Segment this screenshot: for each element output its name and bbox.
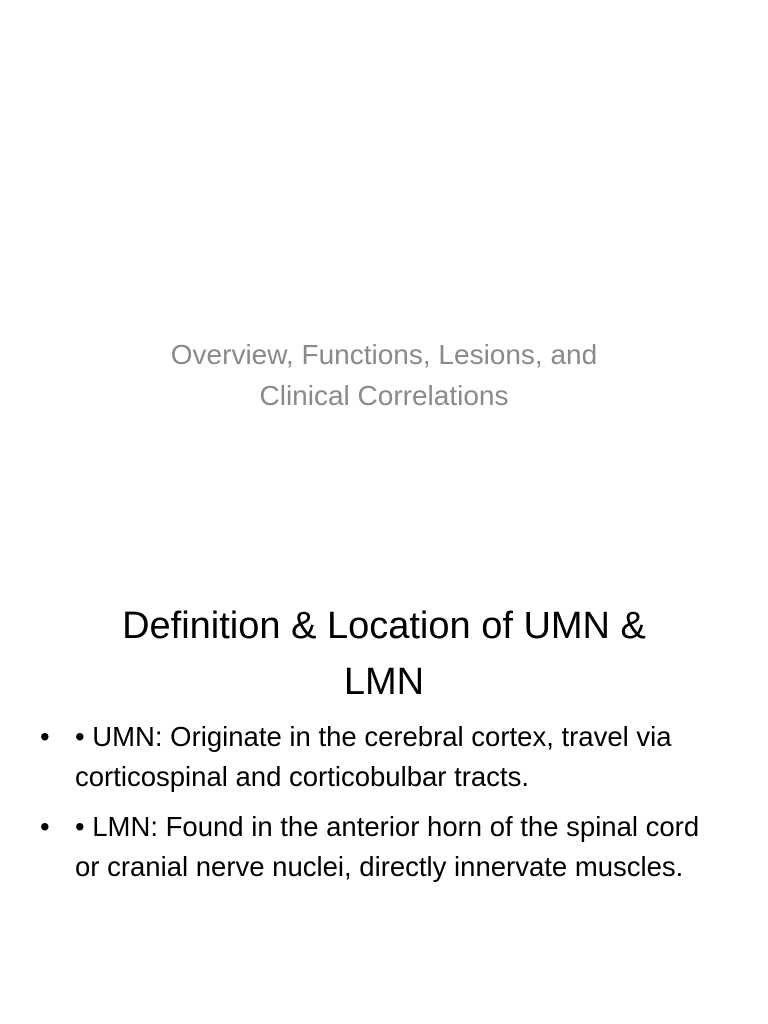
bullet-marker: • (40, 811, 50, 842)
definition-slide (0, 512, 768, 1024)
slide-title (40, 598, 728, 710)
bullet-item-umn (40, 717, 730, 797)
bullet-list (40, 717, 730, 897)
title-line-2: LMN (343, 661, 425, 703)
bullet-text-umn: • UMN: Originate in the cerebral cortex, travel via corticospinal and corticobulbar tracts. (75, 721, 672, 792)
slide-subtitle (100, 334, 668, 416)
bullet-text-lmn: • LMN: Found in the anterior horn of the spinal cord or cranial nerve nuclei, directly innervate muscles. (75, 811, 700, 882)
title-line-1: Definition & Location of UMN & (122, 605, 646, 647)
subtitle-line-1: Overview, Functions, Lesions, and (170, 339, 598, 370)
bullet-marker: • (40, 721, 50, 752)
subtitle-line-2: Clinical Correlations (259, 380, 509, 411)
bullet-item-lmn (40, 807, 730, 887)
